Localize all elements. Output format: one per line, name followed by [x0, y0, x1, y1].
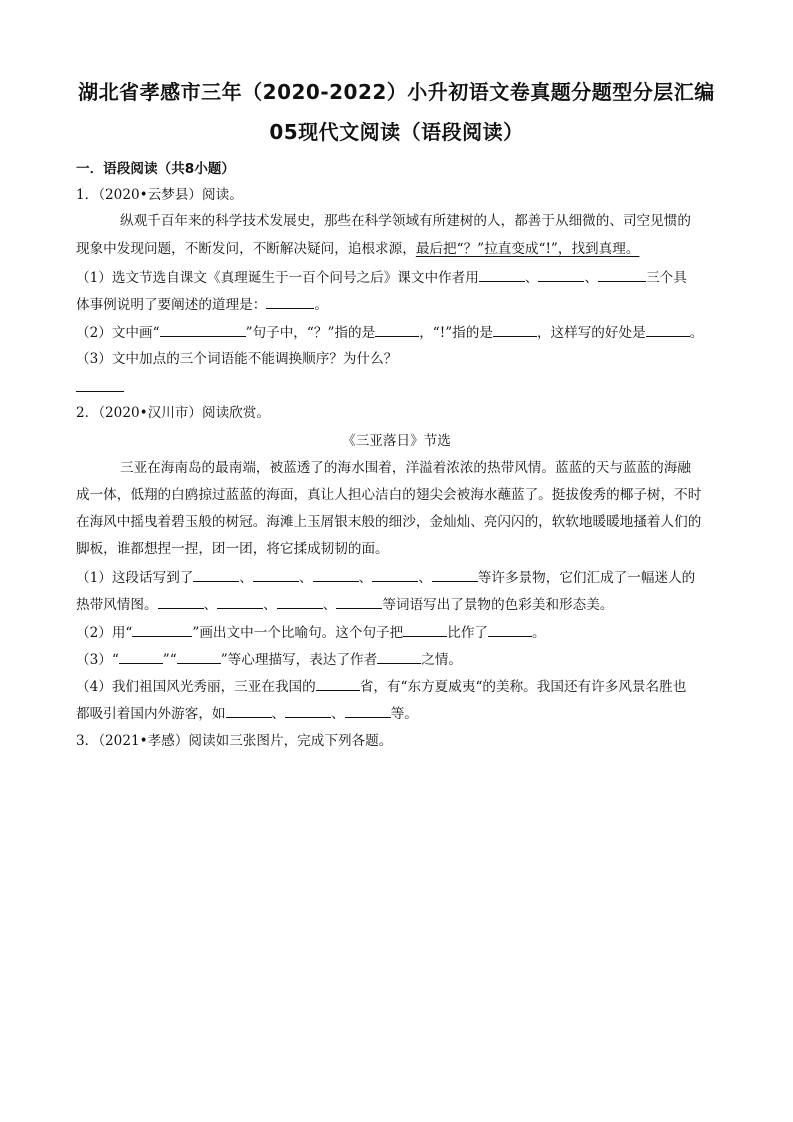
separator: 、 — [418, 570, 432, 586]
answer-blank[interactable] — [160, 322, 246, 337]
answer-blank[interactable] — [372, 567, 418, 582]
q2-sub1-text: 等词语写出了景物的色彩美和形态美。 — [382, 597, 614, 613]
answer-blank[interactable] — [132, 622, 192, 637]
answer-blank[interactable] — [76, 377, 124, 392]
punctuation: 。 — [532, 625, 546, 641]
q2-sub3 — [76, 649, 462, 670]
q1-underlined-sentence: 最后把“？”拉直变成“!”，找到真理。 — [415, 241, 640, 257]
q2-passage-title: 《三亚落日》节选 — [342, 433, 451, 449]
answer-blank[interactable] — [217, 594, 263, 609]
answer-blank[interactable] — [403, 622, 447, 637]
answer-blank[interactable] — [316, 676, 360, 691]
q1-sub2 — [76, 322, 703, 343]
punctuation: 。 — [314, 297, 328, 313]
q2-passage-line3: 在海风中摇曳着碧玉般的树冠。海滩上玉屑银末般的细沙，金灿灿、亮闪闪的，软软地暖暖地搔着人们的 — [76, 514, 702, 530]
q1-passage-line2 — [76, 239, 639, 259]
section-heading: 一．语段阅读（共8小题） — [76, 161, 235, 177]
punctuation: 。 — [689, 325, 704, 341]
q1-sub3: （3）文中加点的三个词语能不能调换顺序？为什么？ — [76, 351, 398, 367]
answer-blank[interactable] — [266, 294, 314, 309]
answer-blank[interactable] — [488, 622, 532, 637]
answer-blank[interactable] — [158, 594, 204, 609]
q2-sub4-text: （4）我们祖国风光秀丽，三亚在我国的 — [76, 679, 316, 695]
separator: 、 — [299, 570, 313, 586]
answer-blank[interactable] — [177, 649, 221, 664]
q2-heading: 2．（2020•汉川市）阅读欣赏。 — [76, 405, 270, 421]
q2-sub1-line1 — [76, 567, 695, 588]
answer-blank[interactable] — [375, 322, 419, 337]
separator: 、 — [203, 597, 218, 613]
separator: 、 — [331, 706, 345, 722]
q1-passage-line1: 纵观千百年来的科学技术发展史，那些在科学领域有所建树的人，都善于从细微的、司空见惯的 — [120, 213, 691, 229]
q2-sub1-text: 热带风情图。 — [76, 597, 158, 613]
q2-sub1-text: 等许多景物，它们汇成了一幅迷人的 — [477, 570, 696, 586]
answer-blank[interactable] — [538, 267, 584, 282]
answer-blank[interactable] — [119, 649, 163, 664]
q2-passage-line4: 脚板，谁都想捏一捏，团一团，将它揉成韧韧的面。 — [76, 541, 389, 557]
answer-blank[interactable] — [493, 322, 537, 337]
separator: 、 — [322, 597, 337, 613]
answer-blank[interactable] — [226, 703, 272, 718]
answer-blank[interactable] — [336, 594, 382, 609]
q1-sub1-text: （1）选文节选自课文《真理诞生于一百个问号之后》课文中作者用 — [76, 270, 479, 286]
answer-blank[interactable] — [598, 267, 646, 282]
separator: 、 — [271, 706, 286, 722]
q2-sub4-text: 都吸引着国内外游客，如 — [76, 706, 226, 722]
q1-sub2-text: （2）文中画“ — [76, 325, 160, 341]
separator: 、 — [263, 597, 277, 613]
q2-sub4-text: 省，有“东方夏威夷“的美称。我国还有许多风景名胜也 — [359, 679, 687, 695]
answer-blank[interactable] — [432, 567, 478, 582]
document-subtitle: 05现代文阅读（语段阅读） — [269, 120, 524, 144]
q1-sub2-text: ，这样写的好处是 — [536, 325, 646, 341]
q1-sub1-text: 三个具 — [646, 270, 687, 286]
q2-sub2-text: （2）用“ — [76, 625, 133, 641]
answer-blank[interactable] — [193, 567, 239, 582]
q1-sub1-line1 — [76, 267, 687, 288]
q2-passage-line2: 成一体，低翔的白鸥掠过蓝蓝的海面，真让人担心洁白的翅尖会被海水蘸蓝了。挺拔俊秀的椰子树，不时 — [76, 487, 702, 503]
q2-sub3-text: （3）“ — [76, 652, 119, 668]
q2-sub1-text: （1）这段话写到了 — [76, 570, 194, 586]
q2-sub1-line2 — [76, 594, 613, 615]
q1-sub1-line2 — [76, 294, 328, 315]
q1-heading: 1．（2020•云梦县）阅读。 — [76, 187, 243, 203]
q1-sub1-text: 体事例说明了要阐述的道理是： — [76, 297, 267, 313]
q1-sub2-text: ”句子中，“？”指的是 — [245, 325, 376, 341]
document-title: 湖北省孝感市三年（2020-2022）小升初语文卷真题分题型分层汇编 — [78, 80, 715, 104]
separator: 、 — [358, 570, 373, 586]
answer-blank[interactable] — [285, 703, 331, 718]
q1-passage-text: 现象中发现问题，不断发问，不断解决疑问，追根求源， — [76, 241, 416, 257]
q3-heading: 3．（2021•孝感）阅读如三张图片，完成下列各题。 — [76, 733, 393, 749]
q2-sub4-line2 — [76, 703, 418, 724]
answer-blank[interactable] — [377, 649, 421, 664]
answer-blank[interactable] — [479, 267, 525, 282]
q2-sub2-text: ”画出文中一个比喻句。这个句子把 — [192, 625, 404, 641]
q2-passage-line1: 三亚在海南岛的最南端，被蓝透了的海水围着，洋溢着浓浓的热带风情。蓝蓝的天与蓝蓝的海融 — [120, 460, 691, 476]
answer-blank[interactable] — [646, 322, 690, 337]
separator: 、 — [239, 570, 253, 586]
answer-blank[interactable] — [253, 567, 299, 582]
answer-blank[interactable] — [345, 703, 391, 718]
q2-sub2-text: 比作了 — [447, 625, 489, 641]
q2-sub2 — [76, 622, 546, 643]
separator: 、 — [584, 270, 599, 286]
q2-sub3-text: ”“ — [162, 652, 177, 668]
answer-blank[interactable] — [313, 567, 359, 582]
q2-sub3-text: ”等心理描写，表达了作者 — [220, 652, 378, 668]
q2-sub4-line1 — [76, 676, 686, 697]
answer-blank[interactable] — [277, 594, 323, 609]
q1-sub2-text: ，“!”指的是 — [419, 325, 493, 341]
separator: 、 — [524, 270, 539, 286]
q1-sub3-answer — [76, 377, 124, 398]
q2-sub3-text: 之情。 — [421, 652, 462, 668]
q2-sub4-text: 等。 — [390, 706, 418, 722]
